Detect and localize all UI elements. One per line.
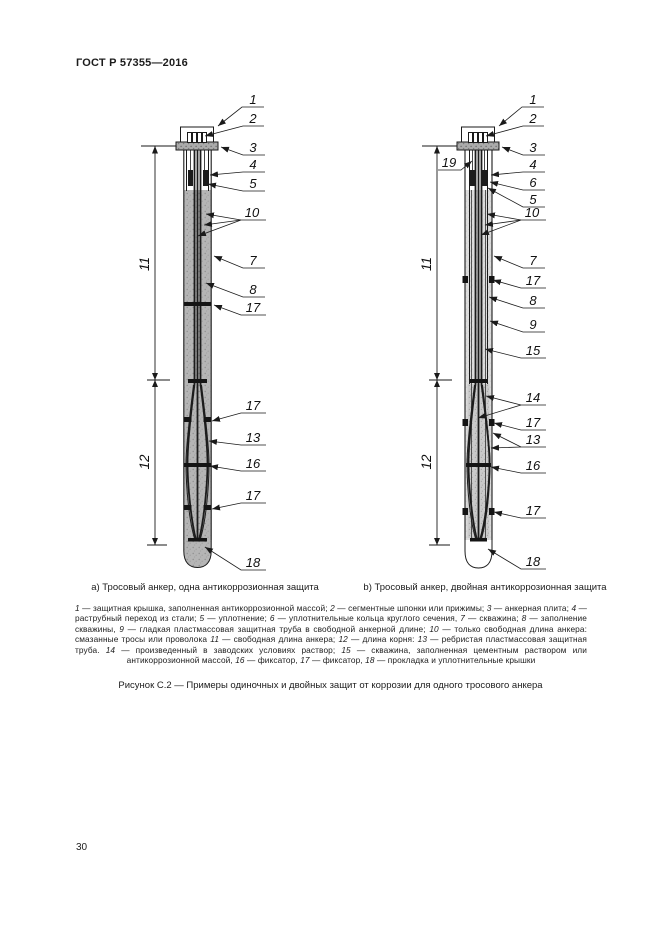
diagram-b [419,92,546,569]
anchor-plate [457,142,499,150]
callout-b-1: 1 [529,92,537,107]
callout-a-17c: 17 [245,488,261,503]
caption-diagram-b: b) Тросовый анкер, двойная антикоррозионная защита [363,582,607,593]
callout-b-4: 4 [529,157,537,172]
fixator-block [489,508,495,515]
dimension-lines-a [137,146,170,545]
callout-a-1: 1 [249,92,257,107]
callout-a-18: 18 [245,555,261,570]
borehole-bottom-cap [184,540,211,568]
callout-b-13: 13 [525,432,541,447]
borehole-bottom-cap [465,540,492,568]
callout-a-5: 5 [249,176,257,191]
callout-b-3: 3 [529,140,537,155]
callout-b-10: 10 [524,205,540,220]
callout-b-15: 15 [525,343,541,358]
callout-a-2: 2 [249,111,257,126]
fixator-block [184,417,192,422]
socket-right [203,170,208,186]
callout-a-16: 16 [245,456,261,471]
callout-b-9: 9 [529,317,537,332]
root-top-band [470,379,487,383]
callout-b-16: 16 [525,458,541,473]
callout-a-13: 13 [245,430,261,445]
callout-b-14: 14 [525,390,541,405]
fixator-block [489,276,495,283]
callout-a-7: 7 [249,253,257,268]
spacer-band-16 [184,463,211,467]
callout-b-2: 2 [529,111,537,126]
fixator-block [463,419,469,426]
dim-free-length-a: 11 [137,256,152,272]
callout-a-4: 4 [249,157,257,172]
page-title: ГОСТ Р 57355—2016 [76,57,188,69]
legend-text: 1 — защитная крышка, заполненная антикоррозионной массой; 2 — сегментные шпонки или прижимы; 3 — анкерная плита; 4 — раструбный переход из стали; 5 — уплотнение; 6 — уплотнительные кольца круглого сечения, 7 — скважина; 8 — заполнение скважины, 9 — гладкая пластмассовая защитная труба в свободной анкерной длине; 10 — только свободная длина анкера: смазанные тросы или проволока 11 — свободная длина анкера; 12 — длина корня: 13 — ребристая пластмассовая защитная труба. 14 — произведенный в заводских условиях раствор; 15 — скважина, заполненная цементным раствором или антикоррозионной массой, 16 — фиксатор, 17 — фиксатор, 18 — прокладка и уплотнительные крышки [75,603,587,666]
wedges [188,133,207,143]
fixator-block [204,417,212,422]
callout-b-17c: 17 [525,503,541,518]
callout-b-19: 19 [441,155,457,170]
fixator-block [463,508,469,515]
callout-a-17b: 17 [245,398,261,413]
fixator-block [489,419,495,426]
bottom-band [470,538,487,542]
socket-left [188,170,193,186]
spacer-band-16 [466,463,491,467]
callout-b-17b: 17 [525,415,541,430]
fixator-block [463,276,469,283]
dimension-lines-b [419,146,452,545]
dim-free-length-b: 11 [419,256,434,272]
callout-b-18: 18 [525,554,541,569]
callout-a-8: 8 [249,282,257,297]
wedges [469,133,488,143]
callout-b-7: 7 [529,253,537,268]
callout-a-17a: 17 [245,300,261,315]
anchor-plate [176,142,218,150]
callout-b-5: 5 [529,192,537,207]
callout-b-8: 8 [529,293,537,308]
fixator-block [204,505,212,510]
caption-diagram-a: а) Тросовый анкер, одна антикоррозионная защита [91,582,319,593]
figure-caption: Рисунок С.2 — Примеры одиночных и двойных защит от коррозии для одного тросового анкера [118,680,543,691]
dim-root-length-a: 12 [137,454,152,470]
dim-root-length-b: 12 [419,454,434,470]
diagram-a [137,92,266,570]
bottom-band [188,538,207,542]
fixator-block [184,505,192,510]
callout-a-3: 3 [249,140,257,155]
callout-b-6: 6 [529,175,537,190]
socket-right [482,170,487,186]
socket-left [470,170,475,186]
callout-a-10: 10 [244,205,260,220]
root-top-band [188,379,207,383]
callout-b-17a: 17 [525,273,541,288]
fixator-band [184,302,211,306]
page-number: 30 [76,842,88,853]
